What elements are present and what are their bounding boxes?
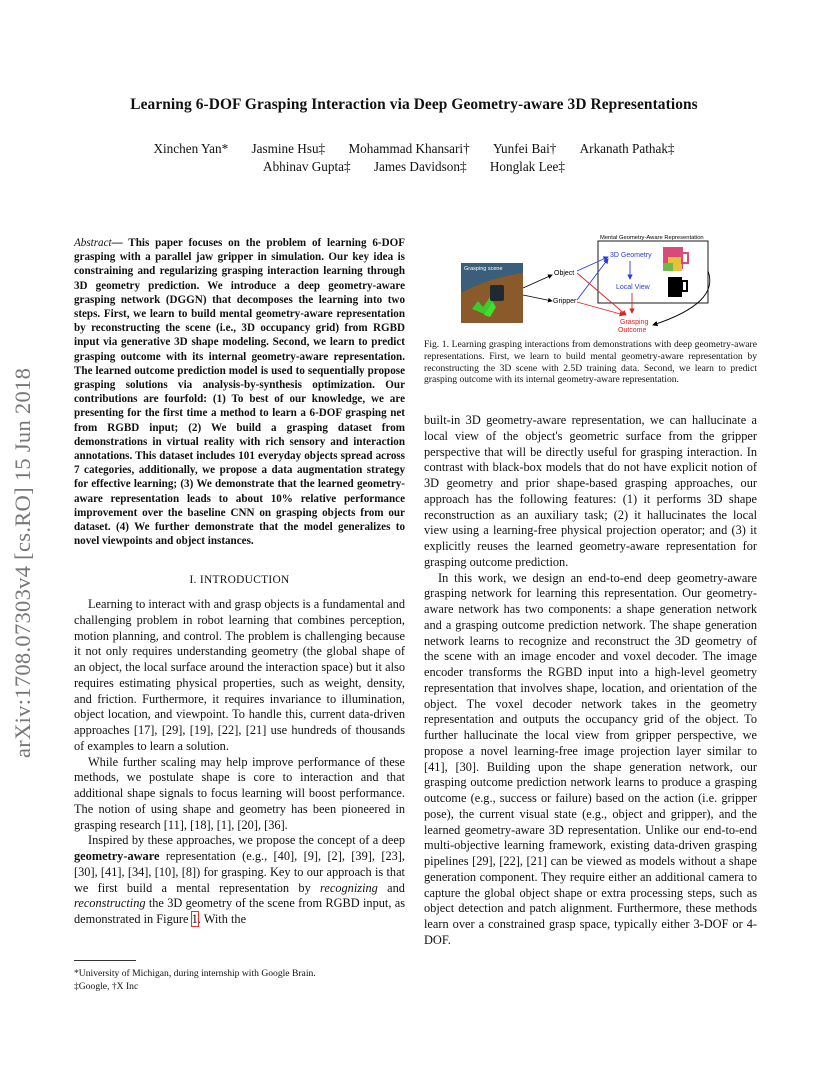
local-view-image [668, 277, 687, 297]
geometry-label: 3D Geometry [610, 252, 652, 259]
paragraph: In this work, we design an end-to-end deep geometry-aware grasping network for learning this representation. Our geometry-aware network has two components: a shape generation network and a grasping outcome prediction network. The shape generation network learns to recognize and reconstruct the 3D geometry of the scene with an image encoder and voxel decoder. The image encoder transforms the RGBD input into a high-level geometry representation that involves shape, location, and orientation of the object. The voxel decoder network takes in the geometry representation and outputs the occupancy grid of the object. To further hallucinate the local view from gripper perspective, we propose a novel learning-free image projection layer similar to [41], [30]. Building upon the shape generation network, our grasping outcome prediction network learns to produce a grasping outcome (e.g., success or failure) based on the action (i.e. gripper pose), the current visual state (e.g., object and gripper), and the learned geometry-aware 3D representation. Unlike our end-to-end multi-objective learning framework, existing data-driven grasping pipelines [29], [22], [21] can be viewed as models without a shape generation component. They require either an additional camera to capture the global object shape or extra processing steps, such as object detection and patch alignment. Furthermore, these methods learn over a constrained grasp space, typically either 3-DOF or 4-DOF. [424, 570, 757, 947]
outcome-label-2: Outcome [618, 327, 647, 334]
paragraph: Inspired by these approaches, we propose the concept of a deep geometry-aware representation (e.g., [40], [9], [2], [39], [23], [30], [41], [34], [10], [8]) for grasping. Key to our approach is that we first build a mental representation by recognizing and reconstructing the 3D geometry of the scene from RGBD input, as demonstrated in Figure 1. With the [74, 833, 405, 926]
author: Mohammad Khansari† [348, 141, 470, 156]
figure-header: Mental Geometry-Aware Representation [600, 235, 704, 241]
authors-line-1 [0, 141, 828, 157]
footnote: ‡Google, †X Inc [74, 980, 139, 992]
footnote-rule [74, 960, 136, 961]
right-column-text [424, 413, 757, 949]
author: Xinchen Yan* [153, 141, 229, 156]
section-title: I. INTRODUCTION [189, 574, 290, 586]
author: Jasmine Hsu‡ [251, 141, 326, 156]
paper-title: Learning 6-DOF Grasping Interaction via Deep Geometry-aware 3D Representations [130, 96, 698, 113]
paragraph: Learning to interact with and grasp objects is a fundamental and challenging problem in robot learning that combines perception, motion planning, and control. The problem is challenging because it not only requires understanding geometry (the global shape of an object, the local surface around the interaction space) but it also requires estimating physical properties, such as weight, density, and friction. Furthermore, it requires invariance to illumination, object location, and viewpoint. To handle this, current data-driven approaches [17], [29], [19], [22], [21] use hundreds of thousands of examples to learn a solution. [74, 597, 405, 753]
author: James Davidson‡ [373, 159, 467, 174]
voxel-mug-image [663, 247, 688, 271]
localview-label: Local View [616, 284, 650, 291]
grasping-scene-image [461, 263, 523, 323]
figure-1 [458, 233, 720, 335]
author: Honglak Lee‡ [489, 159, 565, 174]
figure-ref-link[interactable]: 1 [191, 912, 198, 926]
figure-caption: Fig. 1. Learning grasping interactions from demonstrations with deep geometry-aware representations. First, we learn to build mental geometry-aware representation by reconstructing the 3D scene with 2.5D training data. Second, we learn to predict grasping outcome with its internal geometry-aware representation. [424, 339, 757, 386]
author: Arkanath Pathak‡ [579, 141, 675, 156]
paragraph: While further scaling may help improve performance of these methods, we postulate shape is core to interaction and that additional shape signals to focus learning will boost performance. The notion of using shape and geometry has been pioneered in grasping research [11], [18], [1], [20], [36]. [74, 754, 405, 832]
abstract [74, 236, 405, 548]
scene-label: Grasping scene [464, 266, 503, 272]
author: Yunfei Bai† [492, 141, 557, 156]
figure-diagram [458, 233, 720, 335]
abstract-body: — This paper focuses on the problem of learning 6-DOF grasping with a parallel jaw gripper in simulation. Our key idea is constraining and regularizing grasping interaction learning through 3D geometry prediction. We introduce a deep geometry-aware grasping network (DGGN) that decomposes the learning into two steps. First, we learn to build mental geometry-aware representation by reconstructing the scene (i.e., 3D occupancy grid) from RGBD input via generative 3D shape modeling. Second, we learn to predict grasping outcome with its internal geometry-aware representation. The learned outcome prediction model is used to sequentially propose grasping solutions via analysis-by-synthesis optimization. Our contributions are fourfold: (1) To best of our knowledge, we are presenting for the first time a method to learn a 6-DOF grasping net from RGBD input; (2) We build a grasping dataset from demonstrations in virtual reality with rich sensory and interaction annotations. This dataset includes 101 everyday objects spread across 7 categories, additionally, we propose a data augmentation strategy for effective learning; (3) We demonstrate that the learned geometry-aware representation leads to about 10% relative performance improvement over the baseline CNN on grasping objects from our dataset. (4) We further demonstrate that the model generalizes to novel viewpoints and object instances. [74, 237, 405, 548]
author: Abhinav Gupta‡ [263, 159, 351, 174]
outcome-label-1: Grasping [620, 319, 649, 326]
authors-line-2 [0, 159, 828, 175]
introduction-text [74, 597, 405, 928]
gripper-label: Gripper [553, 298, 577, 305]
paragraph: built-in 3D geometry-aware representation, we can hallucinate a local view of the object's geometric surface from the gripper perspective that will be directly useful for grasping interaction. In contrast with black-box models that do not have explicit notion of 3D geometry and prior shape-based grasping approaches, our approach has the following features: (1) it performs 3D shape reconstruction as an auxiliary task; (2) it hallucinates the local view using a learning-free physical projection operator; and (3) it explicitly reuses the learned geometry-aware representation for grasping outcome prediction. [424, 413, 757, 569]
arxiv-stamp: arXiv:1708.07303v4 [cs.RO] 15 Jun 2018 [10, 367, 35, 758]
abstract-label: Abstract [74, 237, 112, 249]
footnotes [74, 968, 405, 993]
object-label: Object [554, 270, 575, 277]
footnote: *University of Michigan, during internship with Google Brain. [74, 968, 316, 979]
